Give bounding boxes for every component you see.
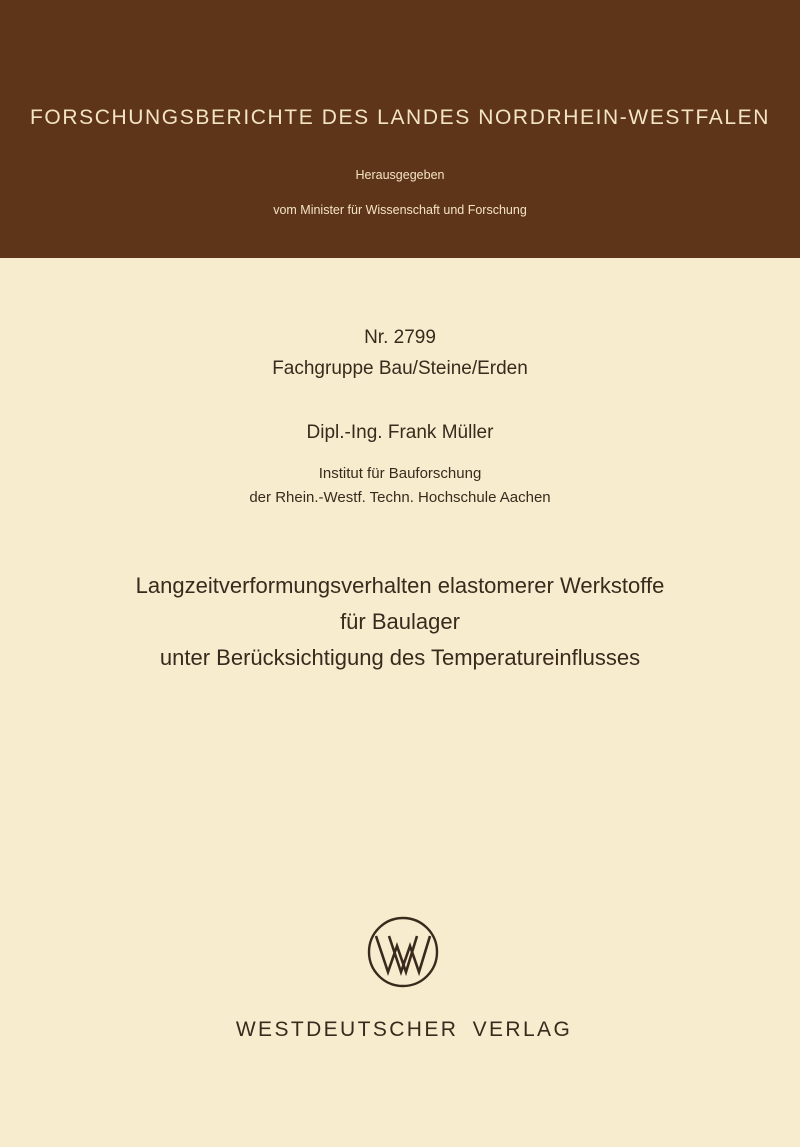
author-institute-line1: Institut für Bauforschung: [318, 465, 482, 482]
header-band: [0, 0, 800, 258]
westdeutscher-verlag-ww-logo-icon: [367, 916, 439, 988]
report-group: Fachgruppe Bau/Steine/Erden: [272, 358, 528, 379]
book-title-line3: unter Berücksichtigung des Temperatureinflusses: [159, 645, 641, 670]
report-number: Nr. 2799: [364, 327, 436, 348]
author-institute-line2: der Rhein.-Westf. Techn. Hochschule Aachen: [249, 489, 551, 506]
book-title-line1: Langzeitverformungsverhalten elastomerer Werkstoffe: [135, 573, 665, 598]
book-title-line2: für Baulager: [340, 609, 460, 634]
book-title: [0, 568, 800, 676]
publisher-name: WESTDEUTSCHER VERLAG: [235, 1018, 573, 1041]
author-name: Dipl.-Ing. Frank Müller: [306, 422, 494, 443]
editor-label: Herausgegeben: [355, 168, 445, 182]
series-title: FORSCHUNGSBERICHTE DES LANDES NORDRHEIN-WESTFALEN: [30, 106, 770, 129]
editor-name: vom Minister für Wissenschaft und Forschung: [273, 203, 527, 217]
